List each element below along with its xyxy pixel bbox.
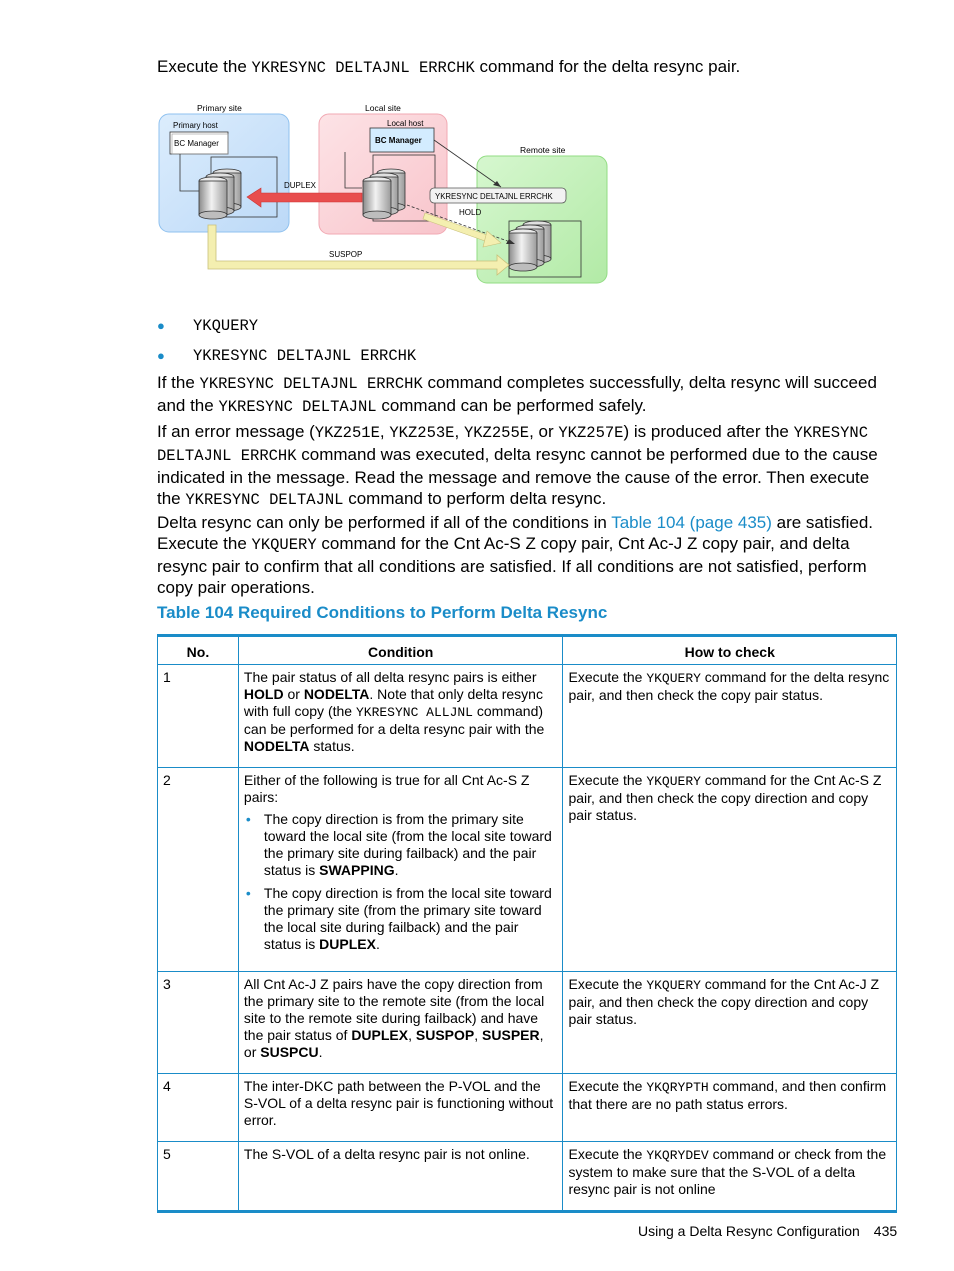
cell-how-to-check: Execute the YKQRYDEV command or check from the system to make sure that the S-VOL of a delta resync pair is not online bbox=[563, 1142, 897, 1212]
cell-how-to-check: Execute the YKQUERY command for the delta resync pair, and then check the copy pair status. bbox=[563, 665, 897, 768]
remote-site-label: Remote site bbox=[520, 145, 566, 155]
header-condition: Condition bbox=[238, 636, 563, 665]
local-host-label: Local host bbox=[387, 119, 424, 128]
hold-label: HOLD bbox=[459, 208, 482, 217]
cell-how-to-check: Execute the YKQUERY command for the Cnt Ac-J Z pair, and then check the copy direction and copy pair status. bbox=[563, 972, 897, 1074]
local-site-label: Local site bbox=[365, 103, 401, 113]
bullet-item-2 bbox=[157, 344, 416, 367]
cell-no: 2 bbox=[158, 768, 239, 972]
cell-condition: The S-VOL of a delta resync pair is not online. bbox=[238, 1142, 563, 1212]
intro-text-end: command for the delta resync pair. bbox=[474, 57, 741, 76]
intro-paragraph bbox=[157, 56, 897, 79]
table-caption: Table 104 Required Conditions to Perform Delta Resync bbox=[157, 603, 608, 622]
intro-text: Execute the bbox=[157, 57, 252, 76]
cell-how-to-check: Execute the YKQRYPTH command, and then confirm that there are no path status errors. bbox=[563, 1074, 897, 1142]
table-row bbox=[158, 1074, 897, 1142]
suspop-label: SUSPOP bbox=[329, 250, 363, 259]
page-number: 435 bbox=[873, 1223, 898, 1239]
primary-host-label: Primary host bbox=[173, 121, 218, 130]
cell-no: 5 bbox=[158, 1142, 239, 1212]
cell-condition: All Cnt Ac-J Z pairs have the copy direction from the primary site to the remote site (from the local site to the remote site during failback) and have the pair status of DUPLEX, SUSPOP, SUSPER, or SUSPCU. bbox=[238, 972, 563, 1074]
header-how-to-check: How to check bbox=[563, 636, 897, 665]
table-row bbox=[158, 768, 897, 972]
table-row bbox=[158, 1142, 897, 1212]
list-item: • The copy direction is from the primary site toward the local site (from the local site toward the primary site during failback) and the pair status is SWAPPING. bbox=[264, 811, 558, 879]
cell-condition: Either of the following is true for all Cnt Ac-S Z pairs: • The copy direction is from the primary site toward the local site (from the local site toward the primary site during failback) and the pair status is SWAPPING. • The copy direction is from the local site toward the primary site (from the primary site toward the local site during failback) and the pair status is DUPLEX. bbox=[238, 768, 563, 972]
table-header-row bbox=[158, 636, 897, 665]
paragraph-success: If the YKRESYNC DELTAJNL ERRCHK command completes successfully, delta resync will succeed and the YKRESYNC DELTAJNL command can be performed safely. bbox=[157, 373, 877, 416]
command-label: YKRESYNC DELTAJNL ERRCHK bbox=[435, 192, 553, 201]
cell-no: 1 bbox=[158, 665, 239, 768]
condition-list bbox=[244, 811, 558, 953]
cell-condition: The pair status of all delta resync pairs is either HOLD or NODELTA. Note that only delta resync with full copy (the YKRESYNC ALLJNL command) can be performed for a delta resync pair with the NODELTA status. bbox=[238, 665, 563, 768]
table-reference-link[interactable]: Table 104 (page 435) bbox=[611, 513, 772, 532]
page-footer bbox=[638, 1223, 897, 1239]
cell-condition: The inter-DKC path between the P-VOL and the S-VOL of a delta resync pair is functioning without error. bbox=[238, 1074, 563, 1142]
bullet-icon: ● bbox=[157, 318, 165, 333]
primary-bc-manager-label: BC Manager bbox=[174, 139, 219, 148]
header-no: No. bbox=[158, 636, 239, 665]
delta-resync-diagram bbox=[157, 95, 609, 287]
table-row bbox=[158, 972, 897, 1074]
bullet-text: YKQUERY bbox=[193, 317, 259, 335]
cell-no: 3 bbox=[158, 972, 239, 1074]
duplex-label: DUPLEX bbox=[284, 181, 317, 190]
cell-how-to-check: Execute the YKQUERY command for the Cnt Ac-S Z pair, and then check the copy direction and copy pair status. bbox=[563, 768, 897, 972]
bullet-text: YKRESYNC DELTAJNL ERRCHK bbox=[193, 347, 417, 365]
table-row bbox=[158, 665, 897, 768]
conditions-table bbox=[157, 634, 897, 1213]
bullet-icon: ● bbox=[157, 348, 165, 363]
paragraph-conditions: Delta resync can only be performed if all of the conditions in Table 104 (page 435) are satisfied. Execute the YKQUERY command for the Cnt Ac-S Z copy pair, Cnt Ac-J Z copy pair, and delta resync pair to confirm that all conditions are satisfied. If all conditions are not satisfied, perform copy pair operations. bbox=[157, 513, 874, 597]
list-item: • The copy direction is from the local site toward the primary site (from the primary site toward the local site during failback) and the pair status is DUPLEX. bbox=[264, 885, 558, 953]
intro-command: YKRESYNC DELTAJNL ERRCHK bbox=[251, 59, 475, 77]
local-bc-manager-label: BC Manager bbox=[375, 136, 422, 145]
footer-title: Using a Delta Resync Configuration bbox=[638, 1223, 860, 1239]
cell-no: 4 bbox=[158, 1074, 239, 1142]
paragraph-error: If an error message (YKZ251E, YKZ253E, YKZ255E, or YKZ257E) is produced after the YKRESYNC DELTAJNL ERRCHK command was executed, delta resync cannot be performed due to the cause indicated in the message. Read the message and remove the cause of the error. Then execute the YKRESYNC DELTAJNL command to perform delta resync. bbox=[157, 422, 878, 509]
bullet-item-1 bbox=[157, 314, 258, 337]
primary-site-label: Primary site bbox=[197, 103, 242, 113]
